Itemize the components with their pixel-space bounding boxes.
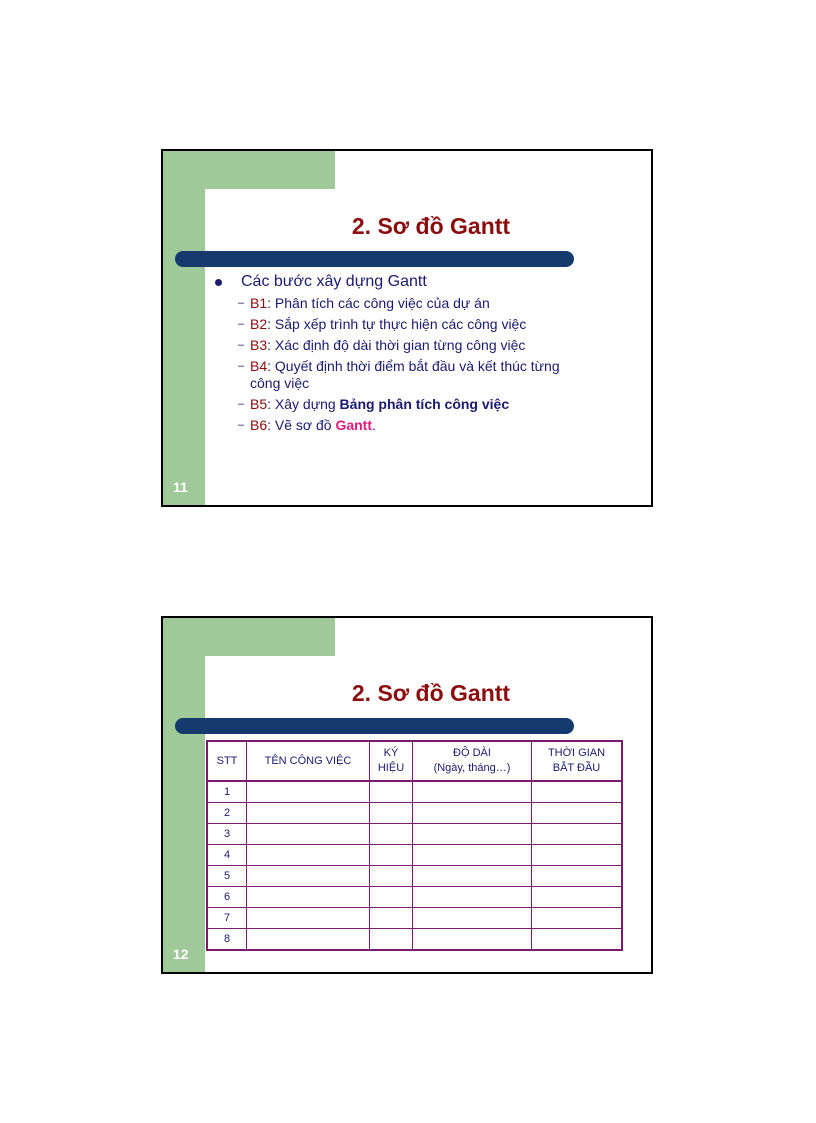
bullet-dot-icon: [215, 279, 222, 286]
cell-task-name: [247, 908, 370, 929]
table-header-row: [207, 741, 622, 781]
step-text: Phân tích các công việc của dự án: [274, 295, 490, 311]
cell-stt: 1: [207, 781, 247, 803]
step-text: Quyết định thời điểm bắt đầu và kết thúc từng công việc: [250, 358, 560, 391]
cell-duration: [413, 887, 532, 908]
cell-duration: [413, 908, 532, 929]
cell-start-time: [532, 803, 623, 824]
task-analysis-table: [206, 740, 623, 951]
step-text-bold: Gantt: [335, 417, 373, 433]
green-side-band: [163, 151, 205, 505]
table-row: [207, 908, 622, 929]
cell-start-time: [532, 929, 623, 951]
cell-symbol: [370, 908, 413, 929]
bullet-list: [213, 273, 633, 438]
slide-11: [161, 149, 653, 507]
table-row: [207, 887, 622, 908]
cell-stt: 4: [207, 845, 247, 866]
cell-task-name: [247, 824, 370, 845]
slide-number: 12: [173, 946, 189, 962]
cell-duration: [413, 866, 532, 887]
step-code: B5: [250, 396, 268, 412]
step-code: B1: [250, 295, 268, 311]
cell-duration: [413, 929, 532, 951]
slide-12: [161, 616, 653, 974]
cell-duration: [413, 845, 532, 866]
cell-stt: 6: [207, 887, 247, 908]
step-item: – B4: Quyết định thời điểm bắt đầu và kết thúc từng công việc: [238, 358, 560, 391]
header-task-name: TÊN CÔNG VIỆC: [247, 741, 370, 781]
cell-stt: 2: [207, 803, 247, 824]
cell-symbol: [370, 803, 413, 824]
green-top-band: [163, 618, 335, 656]
cell-symbol: [370, 887, 413, 908]
dash-icon: –: [238, 339, 245, 351]
cell-task-name: [247, 845, 370, 866]
slide-title: 2. Sơ đồ Gantt: [351, 213, 511, 239]
dash-icon: –: [238, 398, 245, 410]
step-code: B3: [250, 337, 268, 353]
step-text-post: .: [372, 417, 376, 433]
step-item: – B6: Vẽ sơ đồ Gantt.: [238, 417, 376, 433]
table-row: [207, 845, 622, 866]
step-item: – B3: Xác định độ dài thời gian từng công việc: [238, 337, 526, 353]
table-row: [207, 803, 622, 824]
table-row: [207, 866, 622, 887]
table-row: [207, 781, 622, 803]
slide-title: 2. Sơ đồ Gantt: [351, 680, 511, 706]
cell-stt: 8: [207, 929, 247, 951]
green-side-band: [163, 618, 205, 972]
cell-task-name: [247, 803, 370, 824]
cell-duration: [413, 803, 532, 824]
cell-symbol: [370, 929, 413, 951]
step-text: Xác định độ dài thời gian từng công việc: [274, 337, 526, 353]
dash-icon: –: [238, 318, 245, 330]
header-symbol: KÝ HIỆU: [370, 741, 413, 781]
step-item: – B1: Phân tích các công việc của dự án: [238, 295, 490, 311]
table-body: [207, 781, 622, 950]
cell-stt: 7: [207, 908, 247, 929]
cell-symbol: [370, 866, 413, 887]
green-top-band: [163, 151, 335, 189]
title-underline-bar: [175, 718, 574, 734]
step-text: Sắp xếp trình tự thực hiện các công việc: [274, 316, 527, 332]
cell-task-name: [247, 781, 370, 803]
main-bullet-text: Các bước xây dựng Gantt: [241, 273, 427, 290]
cell-stt: 5: [207, 866, 247, 887]
cell-start-time: [532, 845, 623, 866]
cell-symbol: [370, 824, 413, 845]
dash-icon: –: [238, 360, 245, 372]
table-row: [207, 929, 622, 951]
step-text-bold: Bảng phân tích công việc: [339, 396, 510, 412]
cell-symbol: [370, 845, 413, 866]
cell-start-time: [532, 908, 623, 929]
cell-task-name: [247, 887, 370, 908]
dash-icon: –: [238, 297, 245, 309]
steps-list: [213, 295, 633, 434]
step-item: – B5: Xây dựng Bảng phân tích công việc: [238, 396, 510, 412]
slide-number: 11: [173, 479, 188, 495]
step-text-pre: Xây dựng: [274, 396, 340, 412]
header-stt: STT: [207, 741, 247, 781]
table-row: [207, 824, 622, 845]
dash-icon: –: [238, 419, 245, 431]
cell-start-time: [532, 866, 623, 887]
cell-task-name: [247, 929, 370, 951]
cell-symbol: [370, 781, 413, 803]
cell-start-time: [532, 824, 623, 845]
step-code: B2: [250, 316, 268, 332]
title-underline-bar: [175, 251, 574, 267]
step-code: B4: [250, 358, 268, 374]
cell-start-time: [532, 781, 623, 803]
step-text-pre: Vẽ sơ đồ: [274, 417, 336, 433]
cell-duration: [413, 781, 532, 803]
main-bullet: [213, 273, 633, 291]
step-code: B6: [250, 417, 268, 433]
header-start-time: THỜI GIAN BẮT ĐẦU: [532, 741, 623, 781]
cell-stt: 3: [207, 824, 247, 845]
header-duration: ĐỘ DÀI (Ngày, tháng…): [413, 741, 532, 781]
cell-start-time: [532, 887, 623, 908]
cell-duration: [413, 824, 532, 845]
cell-task-name: [247, 866, 370, 887]
step-item: – B2: Sắp xếp trình tự thực hiện các công việc: [238, 316, 527, 332]
